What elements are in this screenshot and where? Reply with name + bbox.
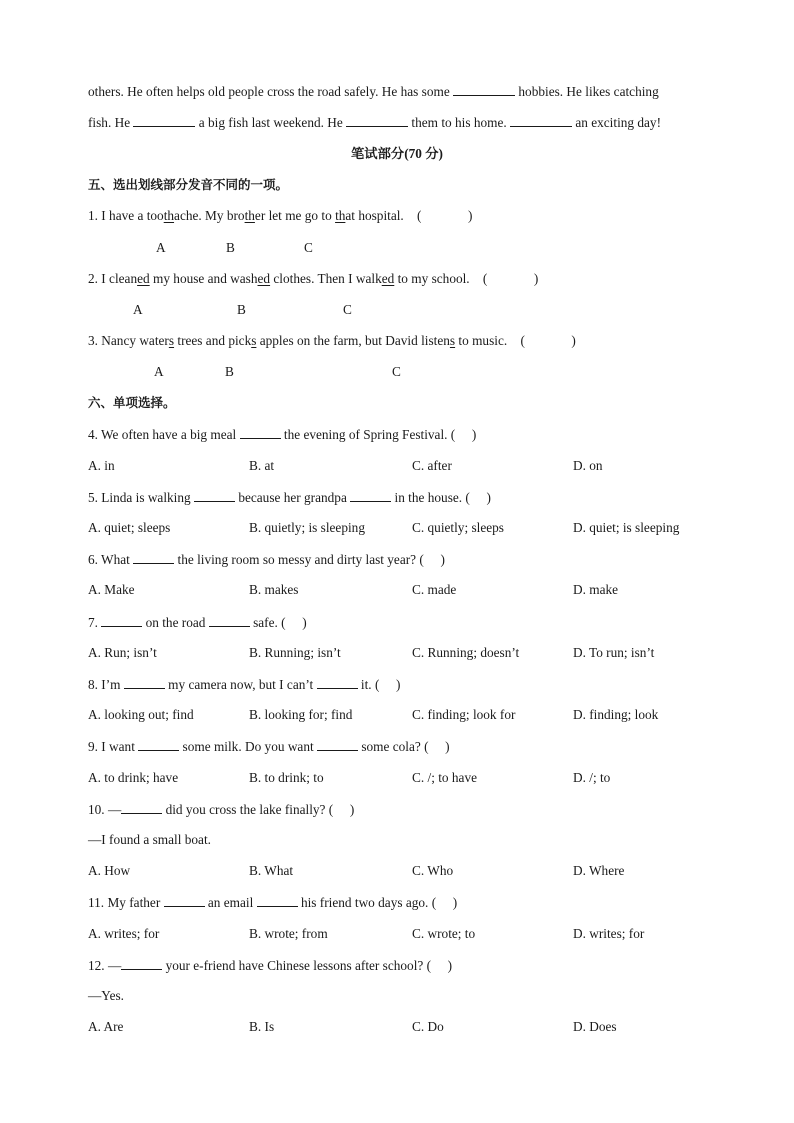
answer-blank (350, 489, 391, 502)
q-text: some milk. Do you want (179, 739, 317, 754)
answer-blank (240, 426, 281, 439)
question-10 (88, 801, 354, 818)
q-text: apples on the farm, but David listen (256, 333, 450, 348)
q-text: at hospital. ( ) (345, 208, 473, 223)
reply-line: —I found a small boat. (88, 832, 211, 847)
q-text: my house and wash (149, 271, 258, 286)
passage-line-2 (88, 114, 661, 131)
underlined-sound-b: s (251, 333, 257, 348)
q2-label-b: B (237, 302, 246, 317)
q-text: 4. We often have a big meal (88, 427, 240, 442)
q-text: er let me go to (254, 208, 336, 223)
option-c: C. finding; look for (412, 707, 516, 722)
question-9 (88, 738, 450, 755)
underlined-sound-c: ed (381, 271, 395, 286)
answer-blank (317, 676, 358, 689)
question-2 (88, 271, 538, 287)
q2-label-a: A (133, 302, 143, 317)
underlined-sound-b: ed (257, 271, 271, 286)
q-text: clothes. Then I walk (270, 271, 382, 286)
section6-title: 六、单项选择。 (88, 395, 176, 410)
answer-blank (133, 551, 174, 564)
option-d: D. Where (573, 863, 625, 878)
passage-text: fish. He (88, 115, 134, 130)
q-text: it. ( ) (357, 677, 401, 692)
answer-blank (209, 614, 250, 627)
option-d: D. on (573, 458, 603, 473)
q-text: to music. ( ) (455, 333, 576, 348)
q-text: safe. ( ) (249, 615, 307, 630)
passage-text: others. He often helps old people cross the road safely. He has some (88, 84, 454, 99)
q-text: the evening of Spring Festival. ( ) (280, 427, 477, 442)
option-a: A. to drink; have (88, 770, 179, 785)
option-c: C. after (412, 458, 452, 473)
answer-blank (121, 801, 162, 814)
option-c: C. Who (412, 863, 454, 878)
answer-blank (257, 894, 298, 907)
q-text: to my school. ( ) (394, 271, 539, 286)
answer-blank (121, 957, 162, 970)
option-d: D. Does (573, 1019, 617, 1034)
option-b: B. looking for; find (249, 707, 353, 722)
answer-blank (164, 894, 205, 907)
answer-blank (510, 114, 572, 127)
q-text: an email (204, 895, 257, 910)
option-b: B. Is (249, 1019, 275, 1034)
option-c: C. made (412, 582, 457, 597)
question-1 (88, 208, 472, 224)
option-a: A. writes; for (88, 926, 160, 941)
passage-text: them to his home. (408, 115, 511, 130)
q-text: 2. I clean (88, 271, 138, 286)
underlined-sound-a: s (168, 333, 175, 348)
option-c: C. wrote; to (412, 926, 476, 941)
q-text: 5. Linda is walking (88, 490, 194, 505)
option-d: D. /; to (573, 770, 611, 785)
question-8 (88, 676, 400, 693)
underlined-sound-a: th (163, 208, 175, 223)
option-d: D. writes; for (573, 926, 645, 941)
option-a: A. Make (88, 582, 135, 597)
reply-line: —Yes. (88, 988, 124, 1003)
q-text: 10. — (88, 802, 122, 817)
q3-label-a: A (154, 364, 164, 379)
option-b: B. at (249, 458, 275, 473)
question-5 (88, 489, 491, 506)
question-12 (88, 957, 452, 974)
underlined-sound-a: ed (137, 271, 150, 286)
underlined-sound-c: th (335, 208, 346, 223)
underlined-sound-c: s (449, 333, 456, 348)
answer-blank (317, 738, 358, 751)
option-b: B. Running; isn’t (249, 645, 341, 660)
option-d: D. make (573, 582, 619, 597)
q3-label-b: B (225, 364, 234, 379)
section5-title: 五、选出划线部分发音不同的一项。 (88, 177, 289, 192)
q-text: 3. Nancy water (88, 333, 169, 348)
q3-label-c: C (392, 364, 401, 379)
answer-blank (453, 83, 515, 96)
q-text: 7. (88, 615, 102, 630)
answer-blank (346, 114, 408, 127)
q-text: your e-friend have Chinese lessons after school? ( ) (162, 958, 453, 973)
q1-label-c: C (304, 240, 313, 255)
option-c: C. quietly; sleeps (412, 520, 504, 535)
underlined-sound-b: th (244, 208, 255, 223)
q-text: the living room so messy and dirty last year? ( ) (174, 552, 445, 567)
written-part-title: 笔试部分(70 分) (351, 146, 443, 161)
answer-blank (101, 614, 142, 627)
answer-blank (194, 489, 235, 502)
option-a: A. quiet; sleeps (88, 520, 171, 535)
option-b: B. makes (249, 582, 299, 597)
q-text: his friend two days ago. ( ) (297, 895, 458, 910)
q-text: 6. What (88, 552, 134, 567)
option-c: C. Do (412, 1019, 444, 1034)
option-a: A. looking out; find (88, 707, 194, 722)
option-b: B. quietly; is sleeping (249, 520, 365, 535)
option-a: A. Run; isn’t (88, 645, 157, 660)
option-a: A. in (88, 458, 115, 473)
q2-label-c: C (343, 302, 352, 317)
question-6 (88, 551, 445, 568)
option-b: B. What (249, 863, 294, 878)
answer-blank (138, 738, 179, 751)
answer-blank (133, 114, 195, 127)
q-text: my camera now, but I can’t (164, 677, 317, 692)
option-a: A. Are (88, 1019, 124, 1034)
option-a: A. How (88, 863, 131, 878)
passage-text: a big fish last weekend. He (195, 115, 347, 130)
q-text: 1. I have a too (88, 208, 164, 223)
option-d: D. quiet; is sleeping (573, 520, 680, 535)
q-text: 9. I want (88, 739, 139, 754)
q-text: did you cross the lake finally? ( ) (162, 802, 355, 817)
q-text: on the road (142, 615, 209, 630)
q-text: ache. My bro (174, 208, 245, 223)
q-text: 8. I’m (88, 677, 124, 692)
question-3 (88, 333, 576, 349)
option-c: C. Running; doesn’t (412, 645, 520, 660)
q-text: in the house. ( ) (391, 490, 491, 505)
answer-blank (124, 676, 165, 689)
q1-label-a: A (156, 240, 166, 255)
question-4 (88, 426, 476, 443)
passage-text: hobbies. He likes catching (515, 84, 659, 99)
option-d: D. finding; look (573, 707, 659, 722)
option-b: B. wrote; from (249, 926, 328, 941)
q-text: 12. — (88, 958, 122, 973)
option-d: D. To run; isn’t (573, 645, 655, 660)
question-11 (88, 894, 457, 911)
q1-label-b: B (226, 240, 235, 255)
q-text: trees and pick (174, 333, 252, 348)
q-text: 11. My father (88, 895, 164, 910)
q-text: some cola? ( ) (358, 739, 450, 754)
option-b: B. to drink; to (249, 770, 324, 785)
q-text: because her grandpa (235, 490, 351, 505)
passage-text: an exciting day! (572, 115, 662, 130)
option-c: C. /; to have (412, 770, 477, 785)
passage-line-1 (88, 83, 659, 100)
question-7 (88, 614, 307, 631)
